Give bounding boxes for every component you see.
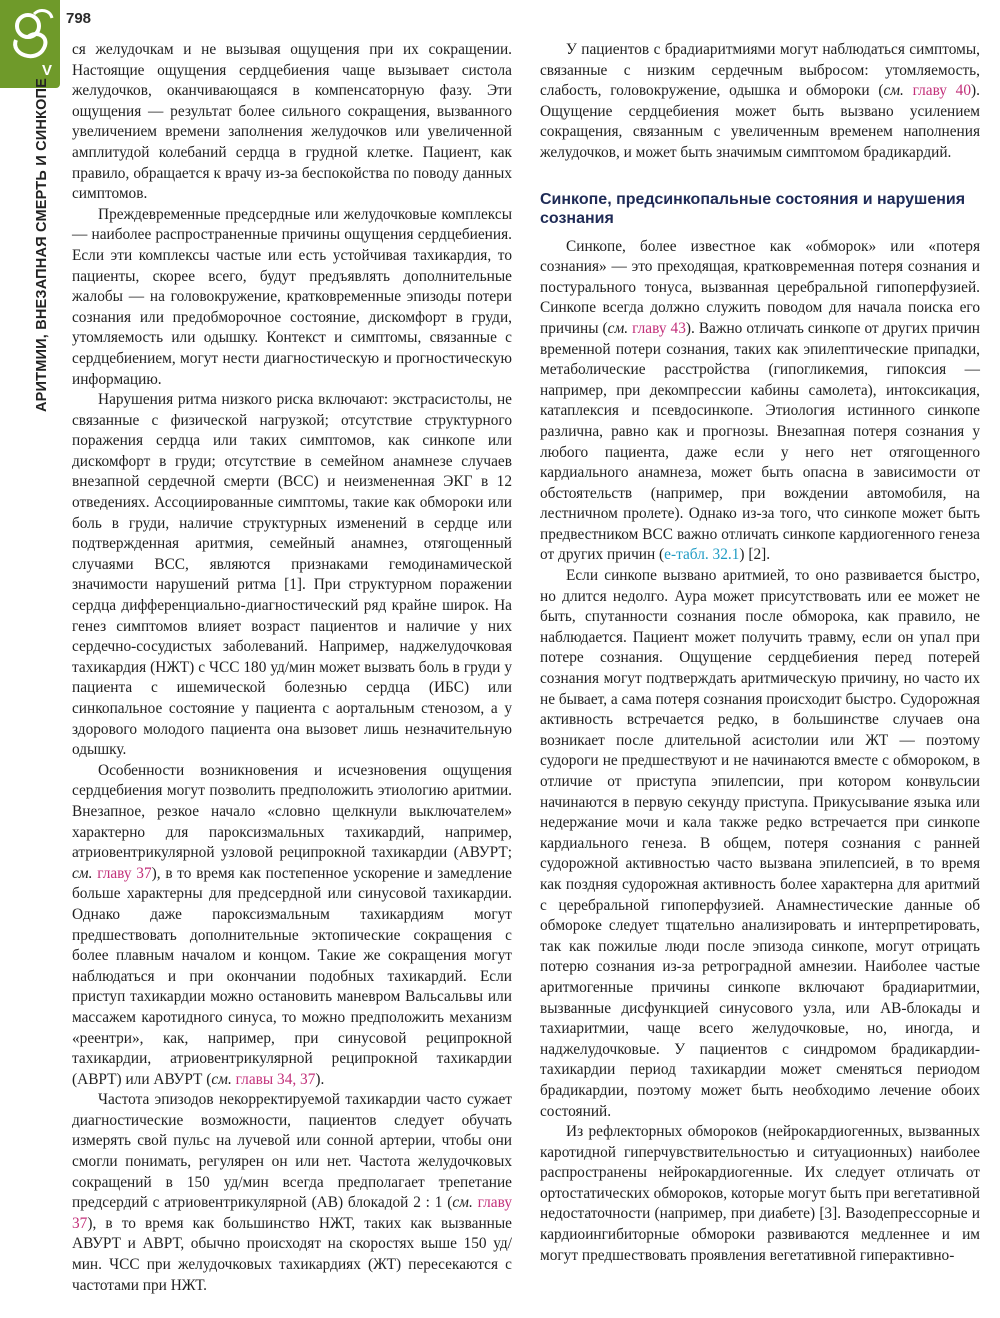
paragraph	[540, 237, 980, 567]
see-abbrev: см.	[452, 1194, 473, 1212]
paragraph-text: Особенности возникновения и исчезновения ощущения сердцебиения могут позволить предположить этиологию аритмии. Внезапное, резкое начало «словно щелкнули выключателем» характерно для пароксизмальных тахикардий, например, атриовентрикулярной узловой реципрокной тахикардии (АВУРТ;	[72, 761, 512, 862]
etable-link[interactable]: е-табл. 32.1	[664, 546, 740, 564]
paragraph-text: ), в то время как постепенное ускорение и замедление больше характерны для предсердной или синусовой тахикардии. Однако даже пароксизмальным тахикардиям могут предшествовать дополнительные эктопические сокращения с более плавным началом и концом. Такие же сокращения могут наблюдаться и при окончании подобных тахикардий. Если приступ тахикардии можно остановить маневром Вальсальвы или массажем каротидного синуса, то можно предположить механизм «реентри», как, например, при синусовой реципрокной тахикардии, атриовентрикулярной реципрокной тахикардии (АВРТ) или АВУРТ (	[72, 864, 512, 1088]
paragraph-text: ). Важно отличать синкопе от других причин временной потери сознания, таких как эпилептические припадки, метаболические расстройства (гипогликемия, гипоксия — например, при декомпрессии кабины самолета), интоксикация, катаплексия и псевдосинкопе. Этиология истинного синкопе различна, равно как и прогнозы. Внезапная потеря сознания у любого пациента, даже если у него нет отягощенного кардиального анамнеза, может быть опасна в зависимости от обстоятельств (например, при вождении автомобиля, на лестничном пролете). Однако из-за того, что синкопе может быть предвестником ВСС важно отличать синкопе кардиогенного генеза от других причин (	[540, 319, 981, 564]
chapter-link[interactable]: главы 34, 37	[235, 1070, 316, 1088]
paragraph	[72, 1090, 512, 1296]
left-column	[72, 40, 512, 1296]
chapter-link[interactable]: главу 40	[912, 82, 972, 100]
paragraph-text: ). Ощущение сердцебиения может быть вызвано усилением сокращения, связанным с увеличенным временем наполнения желудочков, и может быть значимым симптомом брадикардий.	[540, 82, 980, 161]
paragraph: Из рефлекторных обмороков (нейрокардиогенных, вызванных каротидной гиперчувствительностью и ситуационных) наиболее распространены нейрокардиогенные. Их следует отличать от ортостатических обмороков, которые могут быть при вегетативной недостаточности (например, при диабете) [3]. Вазодепрессорные и кардиоингибиторные обмороки развиваются медленнее и им могут предшествовать проявления вегетативной гиперактивно-	[540, 1123, 980, 1264]
paragraph-text: ).	[315, 1070, 325, 1088]
paragraph-text: ) [2].	[739, 546, 771, 564]
see-abbrev: см.	[211, 1070, 232, 1088]
chapter-link[interactable]: главу 37	[72, 1194, 512, 1232]
running-chapter-title: АРИТМИИ, ВНЕЗАПНАЯ СМЕРТЬ И СИНКОПЕ	[34, 77, 50, 412]
see-abbrev: см.	[607, 319, 629, 337]
paragraph	[72, 761, 512, 1091]
paragraph: ся желудочкам и не вызывая ощущения при их сокращении. Настоящие ощущения сердцебиения чаще вызывает систола желудочков, оканчивающаяся в компенсаторную фазу. Эти ощущения — результат более сильного сокращения, вызванного увеличением времени заполнения желудочков или увеличенной амплитудой колебаний сердца в грудной клетке. Пациент, как правило, обращается к врачу из-за беспокойства по поводу данных симптомов.	[72, 41, 512, 203]
chapter-logo	[0, 0, 60, 88]
chapter-link[interactable]: главу 43	[632, 319, 686, 337]
chapter-link[interactable]: главу 37	[97, 864, 152, 882]
right-column	[540, 40, 980, 1266]
paragraph: Нарушения ритма низкого риска включают: экстрасистолы, не связанные с физической нагрузкой; отсутствие структурного поражения сердца или таких симптомов, как синкопе или дискомфорт в груди; отсутствие в семейном анамнезе случаев внезапной сердечной смерти (ВСС) и неизмененная ЭКГ в 12 отведениях. Ассоциированные симптомы, такие как обмороки или боль в груди, наличие структурных изменений в сердце или подтвержденная аритмия, семейный анамнез, отягощенный случаями ВСС, являются признаками гемодинамической значимости нарушений ритма [1]. При структурном поражении сердца дифференциально-диагностический ряд крайне широк. На генез симптомов влияет возраст пациентов и наличие у них сердечно-сосудистых заболеваний. Например, наджелудочковая тахикардия (НЖТ) с ЧСС 180 уд/мин может вызвать боль в груди у пациента с ишемической болезнью сердца (ИБС) или синкопальное состояние у пациента с аортальным стенозом, а у здорового молодого пациента она вызовет лишь незначительную одышку.	[72, 391, 512, 759]
paragraph-text: Частота эпизодов некорректируемой тахикардии часто сужает диагностические возможности, пациентов следует обучать измерять свой пульс на лучевой или сонной артерии, чтобы они смогли понимать, регулярен он или нет. Частота желудочковых сокращений в 150 уд/мин всегда предполагает трепетание предсердий с атриовентрикулярной (АВ) блокадой 2 : 1 (	[72, 1091, 512, 1212]
see-abbrev: см.	[883, 82, 904, 100]
section-emblem-icon	[6, 4, 54, 64]
section-letter: V	[42, 62, 53, 79]
page-number: 798	[66, 10, 92, 27]
paragraph-text: У пациентов с брадиаритмиями могут наблюдаться симптомы, связанные с низким сердечным выбросом: утомляемость, слабость, головокружение, одышка и обмороки (	[540, 41, 980, 100]
paragraph-text: Синкопе, более известное как «обморок» или «потеря сознания» — это преходящая, кратковременная потеря сознания и постурального тонуса, вызванная церебральной гипоперфузией. Синкопе всегда должно служить поводом для начала поиска его причины (	[540, 237, 980, 337]
paragraph	[540, 40, 980, 164]
see-abbrev: см.	[72, 864, 93, 882]
paragraph: Если синкопе вызвано аритмией, то оно развивается быстро, но длится недолго. Аура может присутствовать или ее может не быть, спутанности сознания после обморока, как правило, не наблюдается. Пациент может получить травму, если он упал при потере сознания. Ощущение сердцебиения перед потерей сознания могут подтверждать аритмическую причину, но часто их не бывает, а сама потеря сознания происходит быстро. Судорожная активность встречается редко, в большинстве случаев она возникает после длительной асистолии или ЖТ — поэтому судороги не предшествуют и не начинаются вместе с обмороком, в отличие от приступа эпилепсии, при котором конвульсии начинаются в первую секунду приступа. Прикусывание языка или недержание мочи и кала также редко встречается при синкопе кардиального генеза. В общем, потеря сознания с ранней судорожной активностью часто вызвана эпилепсией, в то время как поздняя судорожная активность более характерна для аритмий с церебральной гипоперфузией. Анамнестические данные об обмороке следует тщательно анализировать и интерпретировать, так как пожилые люди после эпизода синкопе, могут отрицать потерю сознания из-за ретроградной амнезии. Наиболее частые аритмогенные причины синкопе включают брадиаритмии, вызванные дисфункцией синусового узла, или АВ-блокады и тахиаритмии, чаще всего желудочковые, но, иногда, и наджелудочковые. У пациентов с синдромом брадикардии-тахикардии период тахикардии может сменяться периодом брадикардии, поэтому может быть необходимо лечение обоих состояний.	[540, 567, 980, 1120]
section-heading: Синкопе, предсинкопальные состояния и нарушения сознания	[540, 190, 966, 227]
paragraph-text: ), в то время как большинство НЖТ, таких как вызванные АВУРТ и АВРТ, обычно происходят на скоростях выше 150 уд/мин. ЧСС при желудочковых тахикардиях (ЖТ) пересекаются с частотами при НЖТ.	[72, 1214, 512, 1294]
paragraph: Преждевременные предсердные или желудочковые комплексы — наиболее распространенные причины ощущения сердцебиения. Если эти комплексы частые или есть устойчивая тахикардия, то пациенты, скорее всего, будут предъявлять дополнительные жалобы — на головокружение, кратковременные эпизоды потери сознания или предобморочное состояние, дискомфорт в груди, утомляемость или одышку. Контекст и симптомы, связанные с сердцебиением, могут нести диагностическую и прогностическую информацию.	[72, 205, 512, 388]
